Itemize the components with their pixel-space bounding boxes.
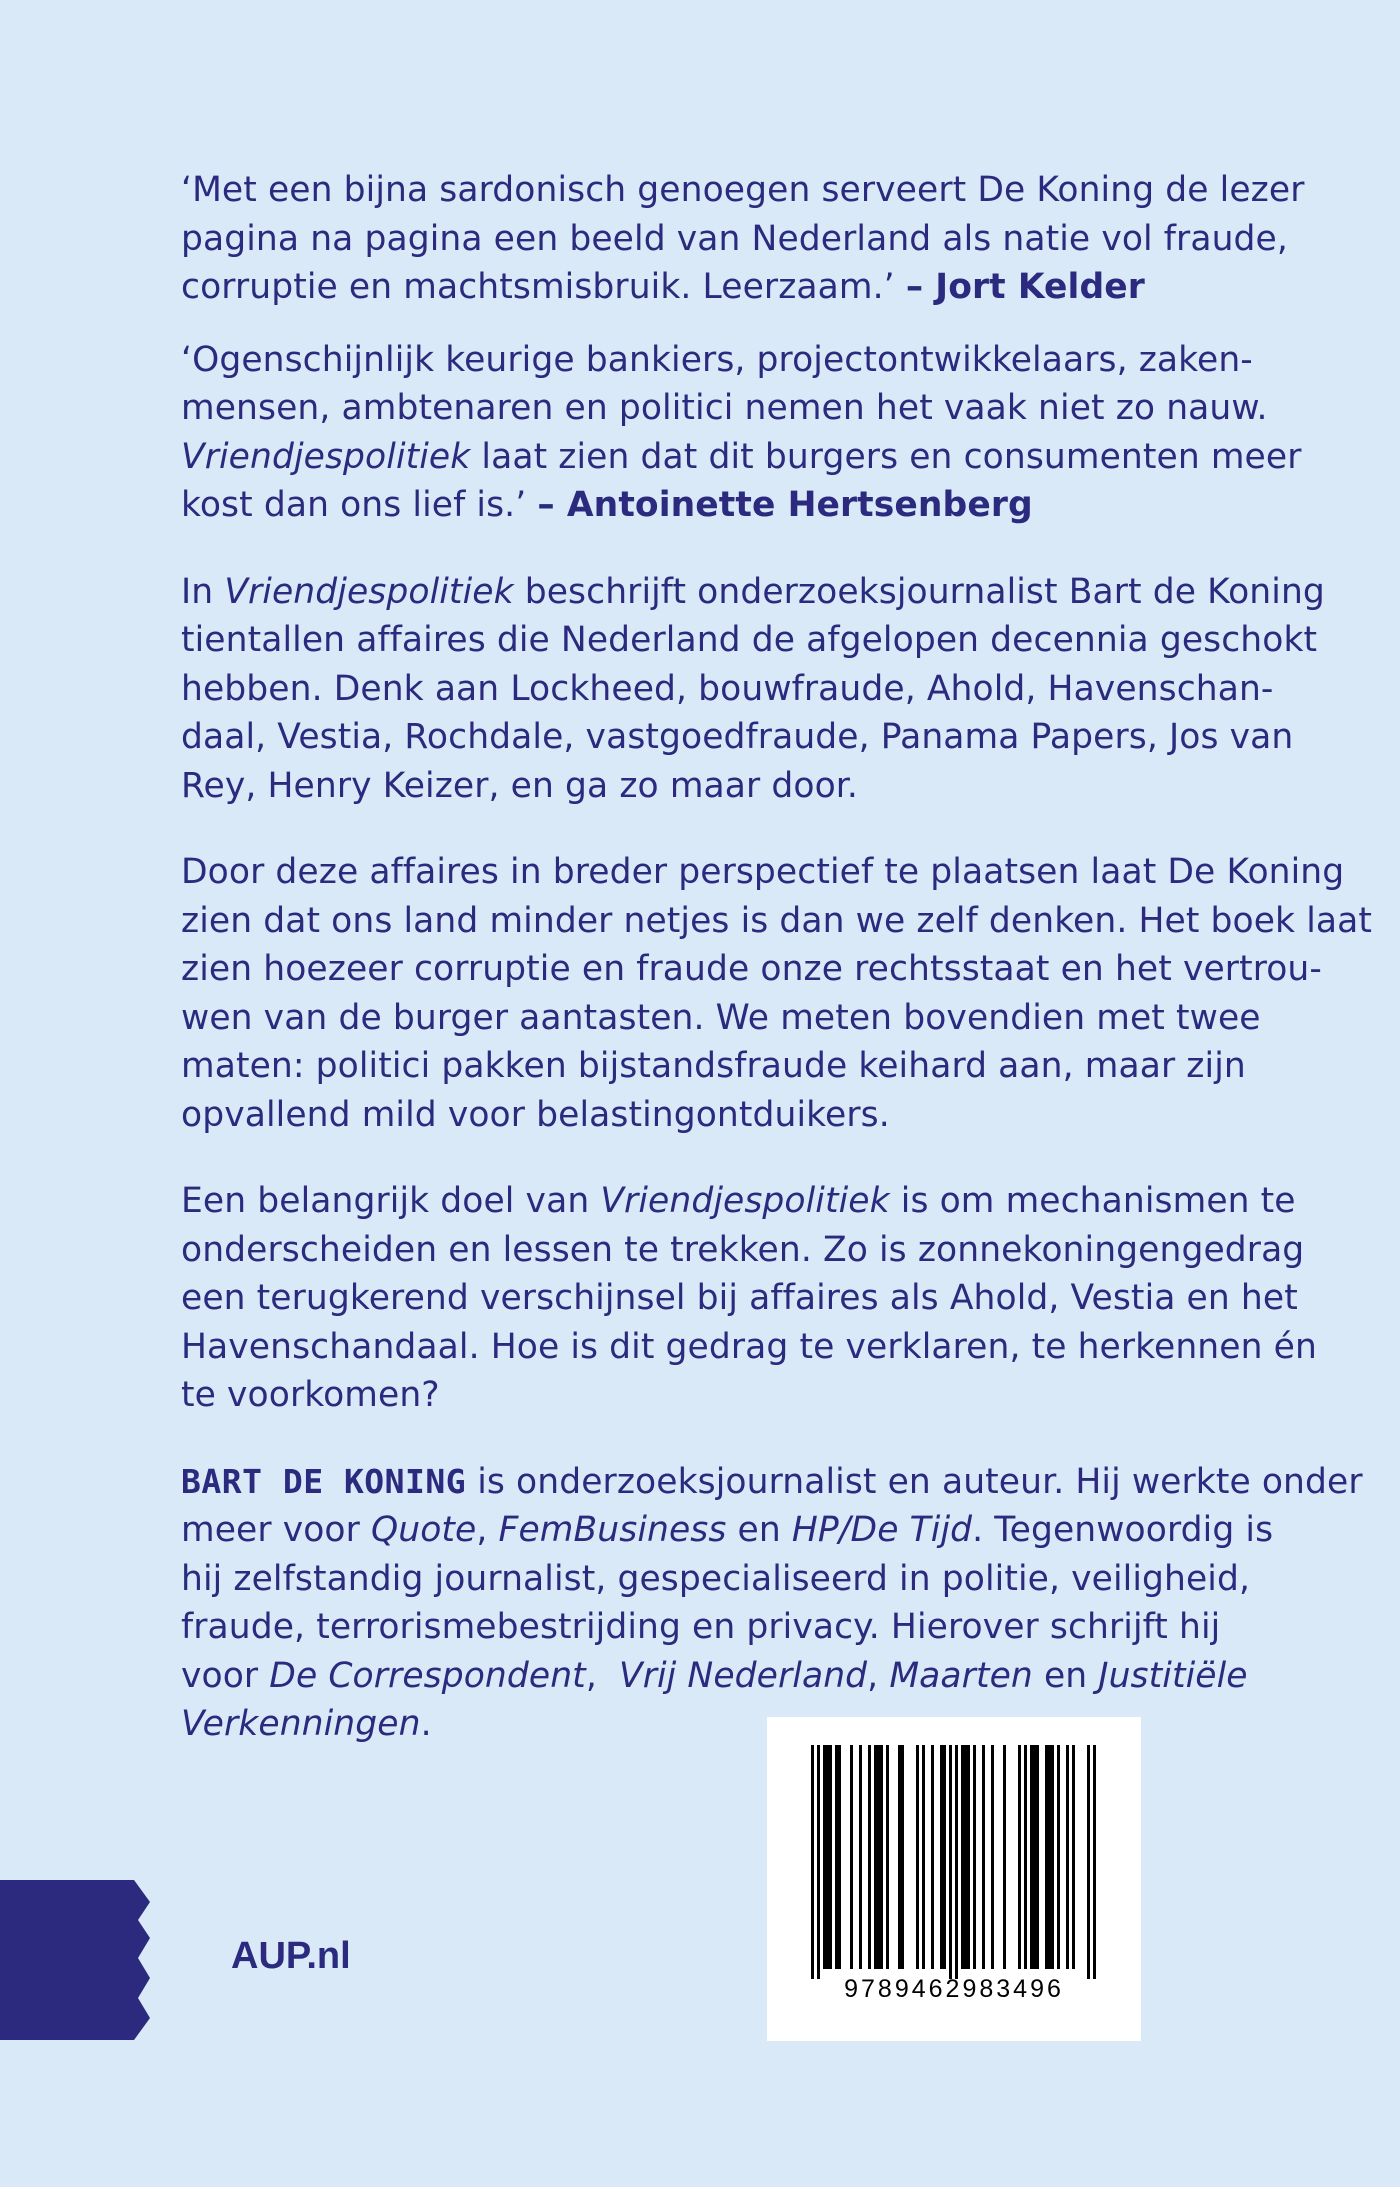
- publication-title: De Correspondent: [269, 1655, 586, 1696]
- publication-title: Justitiële: [1098, 1655, 1248, 1696]
- publisher-logo-mark: [0, 1880, 152, 2040]
- publication-title: HP/De Tijd: [791, 1510, 973, 1550]
- text-line: [181, 1506, 1301, 1555]
- text-span: . Tegenwoordig is: [972, 1510, 1274, 1550]
- text-line: tientallen affaires die Nederland de afgelopen decennia geschokt: [181, 620, 1318, 660]
- barcode-bar: [916, 1745, 919, 1969]
- barcode-bar: [868, 1745, 871, 1969]
- publisher-url: AUP.nl: [231, 1935, 351, 1977]
- barcode-bar: [829, 1745, 832, 1969]
- barcode-bar: [811, 1745, 814, 1979]
- barcode-bar: [922, 1745, 925, 1969]
- barcode-bar: [967, 1745, 970, 1969]
- text-span: In: [181, 571, 225, 612]
- text-line: zien hoezeer corruptie en fraude onze rechtsstaat en het vertrou-: [181, 949, 1322, 989]
- publication-title: Verkenningen: [181, 1704, 421, 1744]
- barcode-bar: [859, 1745, 862, 1969]
- quote-text: kost dan ons lief is.’: [181, 485, 538, 525]
- barcode-bar: [901, 1745, 904, 1969]
- text-line: [181, 568, 1325, 617]
- barcode-bar: [850, 1745, 853, 1969]
- publication-title: Quote: [371, 1510, 477, 1550]
- barcode-bar: [1018, 1745, 1021, 1969]
- text-line: [181, 1652, 1301, 1701]
- barcode-bar: [1087, 1745, 1090, 1979]
- publication-title: Maarten: [889, 1655, 1033, 1696]
- barcode-bar: [955, 1745, 958, 1979]
- barcode-bar: [1033, 1745, 1036, 1969]
- barcode-bar: [949, 1745, 952, 1979]
- text-span: beschrijft onderzoeksjournalist Bart de Koning: [513, 571, 1325, 612]
- text-line: Rey, Henry Keizer, en ga zo maar door.: [181, 765, 858, 806]
- description-paragraph-3: [181, 1177, 1317, 1420]
- barcode-bar: [826, 1745, 829, 1969]
- text-line: zien dat ons land minder netjes is dan we zelf denken. Het boek laat: [181, 900, 1373, 941]
- barcode-bar: [1066, 1745, 1069, 1969]
- text-span: ,: [476, 1510, 499, 1550]
- text-line: [181, 1458, 1363, 1507]
- barcode-bar: [835, 1745, 838, 1969]
- text-line: daal, Vestia, Rochdale, vastgoedfraude, Panama Papers, Jos van: [181, 717, 1294, 757]
- isbn-barcode: [767, 1717, 1141, 2041]
- quote-attribution: – Antoinette Hertsenberg: [537, 485, 1033, 525]
- author-bio: [181, 1458, 1363, 1749]
- description-paragraph-1: [181, 568, 1325, 811]
- text-line: Door deze affaires in breder perspectief te plaatsen laat De Koning: [181, 852, 1345, 892]
- text-span: en: [1032, 1655, 1099, 1696]
- text-line: ‘Ogenschijnlijk keurige bankiers, projectontwikkelaars, zaken-: [181, 339, 1253, 380]
- barcode-bar: [877, 1745, 880, 1969]
- text-line: [181, 433, 1301, 482]
- text-line: opvallend mild voor belastingontduikers.: [181, 1094, 890, 1135]
- barcode-bar: [943, 1745, 946, 1969]
- barcode-bar: [1048, 1745, 1051, 1969]
- text-span: is onderzoeksjournalist en auteur. Hij werkte onder: [466, 1461, 1363, 1502]
- book-title: Vriendjespolitiek: [181, 436, 471, 477]
- text-line: hebben. Denk aan Lockheed, bouwfraude, Ahold, Havenschan-: [181, 668, 1274, 709]
- barcode-bar: [1030, 1745, 1033, 1969]
- text-line: Havenschandaal. Hoe is dit gedrag te verklaren, te herkennen én: [181, 1326, 1317, 1367]
- text-line: wen van de burger aantasten. We meten bovendien met twee: [181, 997, 1261, 1038]
- author-name: BART DE KONING: [181, 1461, 467, 1501]
- text-line: ‘Met een bijna sardonisch genoegen serveert De Koning de lezer: [181, 170, 1305, 210]
- barcode-bar: [1072, 1745, 1075, 1969]
- text-line: onderscheiden en lessen te trekken. Zo is zonnekoningengedrag: [181, 1229, 1305, 1270]
- text-line: hij zelfstandig journalist, gespecialiseerd in politie, veiligheid,: [181, 1558, 1251, 1599]
- text-span: is om mechanismen te: [889, 1181, 1296, 1221]
- quote-text: laat zien dat dit burgers en consumenten meer: [470, 436, 1302, 477]
- publication-title: FemBusiness: [498, 1510, 727, 1550]
- review-quote-hertsenberg: [181, 336, 1301, 530]
- barcode-bar: [1045, 1745, 1048, 1969]
- text-line: fraude, terrorismebestrijding en privacy. Hierover schrijft hij: [181, 1607, 1221, 1647]
- barcode-bar: [940, 1745, 943, 1969]
- barcode-bar: [1057, 1745, 1060, 1969]
- barcode-bar: [817, 1745, 820, 1979]
- text-line: een terugkerend verschijnsel bij affaires als Ahold, Vestia en het: [181, 1278, 1298, 1318]
- quote-text: corruptie en machtsmisbruik. Leerzaam.’: [181, 267, 906, 307]
- text-span: ,: [867, 1655, 890, 1696]
- barcode-bar: [961, 1745, 964, 1969]
- barcode-bar: [982, 1745, 985, 1969]
- isbn-number: 9789462983496: [844, 1975, 1064, 2003]
- text-line: [181, 263, 1301, 312]
- barcode-bar: [874, 1745, 877, 1969]
- back-cover-text: [181, 166, 1373, 1773]
- text-line: te voorkomen?: [181, 1375, 440, 1415]
- publication-title: Vrij Nederland: [619, 1655, 868, 1696]
- barcode-bar: [964, 1745, 967, 1969]
- barcode-bar: [931, 1745, 934, 1969]
- barcode-bar: [880, 1745, 883, 1969]
- barcode-bar: [991, 1745, 994, 1969]
- text-line: [181, 1177, 1301, 1226]
- text-span: voor: [181, 1655, 270, 1696]
- book-title: Vriendjespolitiek: [600, 1181, 890, 1221]
- barcode-bar: [823, 1745, 826, 1969]
- book-title: Vriendjespolitiek: [224, 571, 514, 612]
- barcode-bar: [1036, 1745, 1039, 1969]
- text-span: en: [726, 1510, 792, 1550]
- barcode-bar: [973, 1745, 976, 1969]
- barcode-bar: [886, 1745, 889, 1969]
- barcode-bar: [838, 1745, 841, 1969]
- barcode-bar: [1051, 1745, 1054, 1969]
- text-line: pagina na pagina een beeld van Nederland als natie vol fraude,: [181, 218, 1288, 259]
- quote-attribution: – Jort Kelder: [905, 267, 1145, 307]
- barcode-bar: [1024, 1745, 1027, 1969]
- review-quote-kelder: [181, 166, 1305, 312]
- text-span: .: [420, 1704, 432, 1744]
- text-span: meer voor: [181, 1510, 371, 1550]
- text-line: [181, 481, 1301, 530]
- text-span: ,: [585, 1655, 620, 1696]
- barcode-bar: [1003, 1745, 1006, 1969]
- description-paragraph-2: [181, 848, 1373, 1139]
- text-line: maten: politici pakken bijstandsfraude keihard aan, maar zijn: [181, 1046, 1246, 1086]
- barcode-bar: [1093, 1745, 1096, 1979]
- barcode-bar: [898, 1745, 901, 1969]
- text-line: mensen, ambtenaren en politici nemen het vaak niet zo nauw.: [181, 388, 1268, 428]
- text-span: Een belangrijk doel van: [181, 1181, 601, 1221]
